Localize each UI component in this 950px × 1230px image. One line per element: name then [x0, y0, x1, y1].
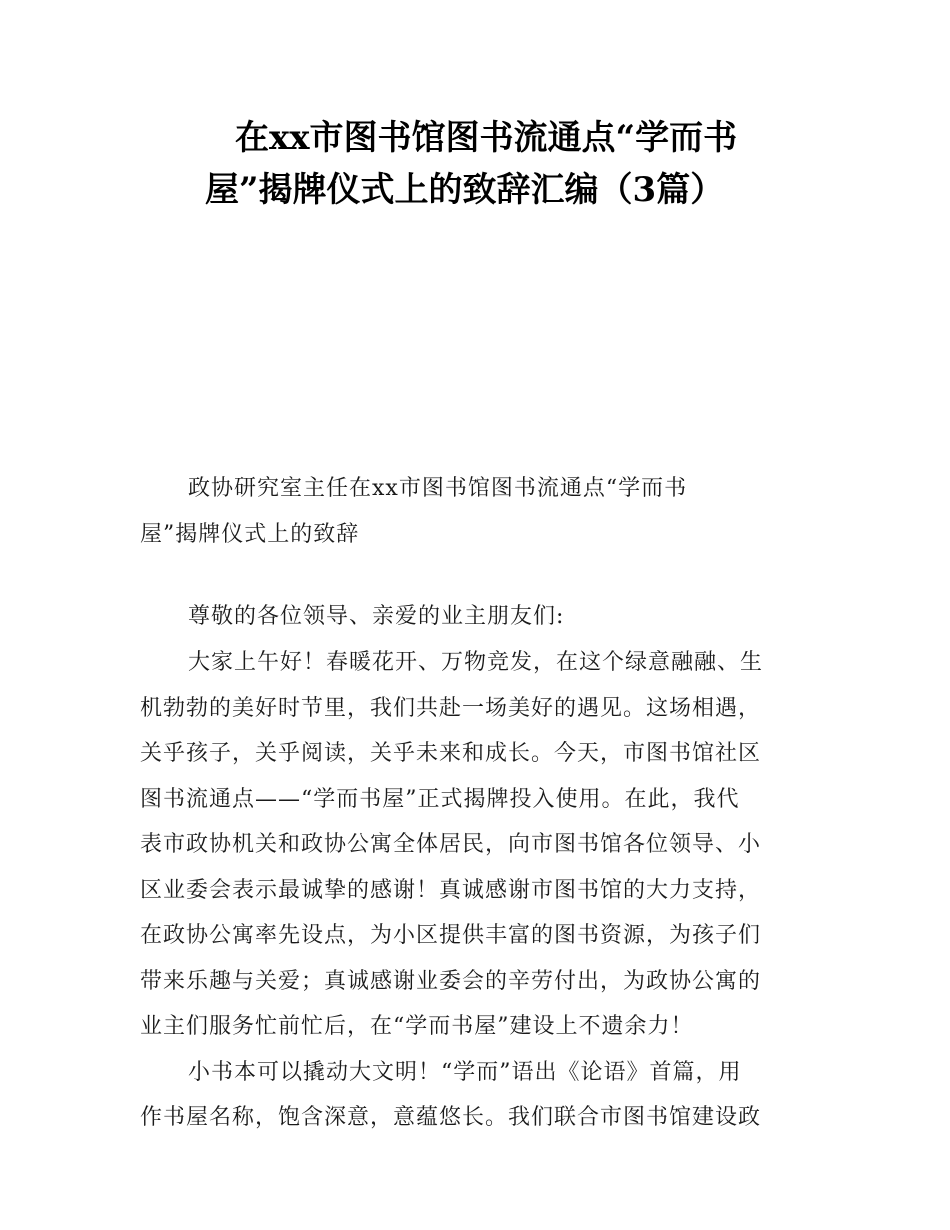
speech-heading	[140, 466, 816, 557]
paragraph-1-line: 在政协公寓率先设点，为小区提供丰富的图书资源，为孩子们	[140, 923, 762, 948]
paragraph-1-line: 表市政协机关和政协公寓全体居民，向市图书馆各位领导、小	[140, 832, 762, 857]
paragraph-2-line: 小书本可以撬动大文明！“学而”语出《论语》首篇，用	[188, 1059, 742, 1085]
paragraph-1-line: 大家上午好！春暖花开、万物竞发，在这个绿意融融、生	[188, 650, 764, 675]
salutation-line: 尊敬的各位领导、亲爱的业主朋友们:	[188, 604, 565, 629]
paragraph-1-line: 机勃勃的美好时节里，我们共赴一场美好的遇见。这场相遇，	[140, 695, 762, 721]
paragraph-1-line: 业主们服务忙前忙后，在“学而书屋”建设上不遗余力！	[140, 1014, 694, 1039]
paragraph-2-line: 作书屋名称，饱含深意，意蕴悠长。我们联合市图书馆建设政	[140, 1105, 762, 1130]
salutation	[140, 594, 816, 640]
document-title	[205, 112, 805, 216]
paragraph-1-line: 区业委会表示最诚挚的感谢！真诚感谢市图书馆的大力支持，	[140, 877, 762, 903]
paragraph-1-line: 关乎孩子，关乎阅读，关乎未来和成长。今天，市图书馆社区	[140, 741, 762, 766]
paragraph-1-line: 带来乐趣与关爱；真诚感谢业委会的辛劳付出，为政协公寓的	[140, 968, 762, 994]
document-title-line-1: 在xx市图书馆图书流通点“学而书	[235, 118, 738, 158]
speech-heading-line-1: 政协研究室主任在xx市图书馆图书流通点“学而书	[188, 476, 688, 501]
document-title-line-2: 屋”揭牌仪式上的致辞汇编（3篇）	[205, 170, 725, 210]
speech-body	[140, 640, 816, 1141]
speech-heading-line-2: 屋”揭牌仪式上的致辞	[140, 521, 360, 547]
paragraph-1-line: 图书流通点——“学而书屋”正式揭牌投入使用。在此，我代	[140, 786, 740, 812]
